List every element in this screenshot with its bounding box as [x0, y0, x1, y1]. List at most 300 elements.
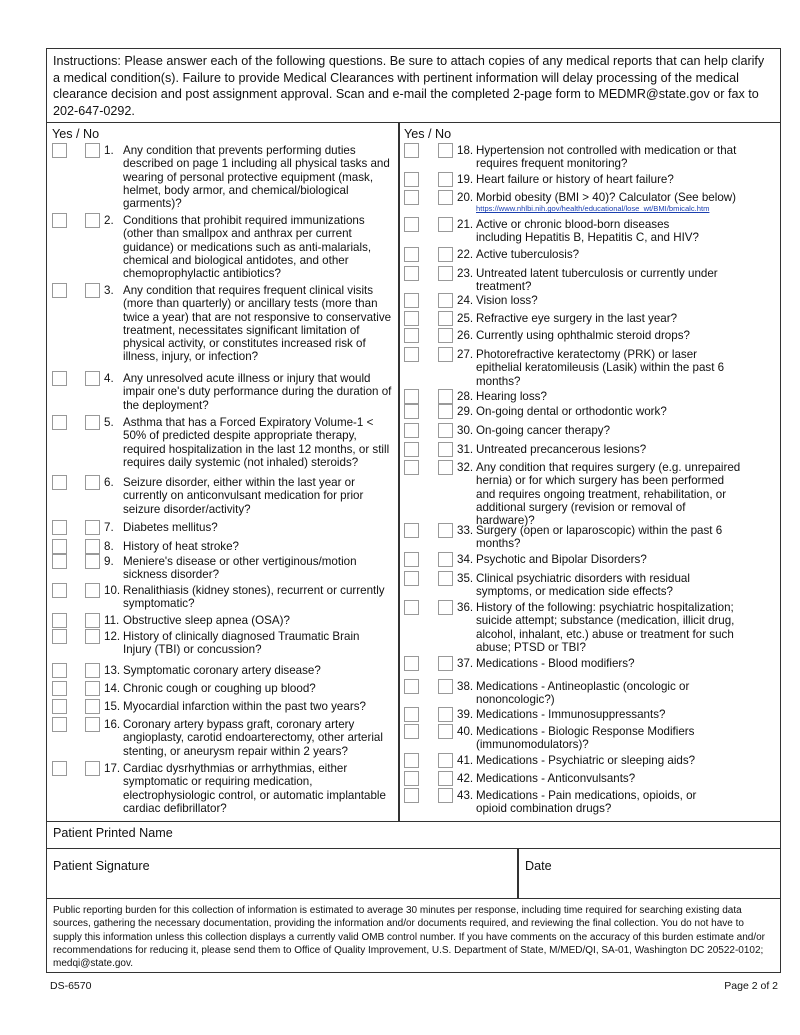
question-text [476, 218, 699, 245]
question-text-line: On-going dental or orthodontic work? [476, 405, 667, 418]
question-text [476, 424, 610, 437]
question-item [457, 218, 699, 245]
yes-checkbox-q30[interactable] [404, 423, 419, 438]
question-text-line: symptoms, or medication side effects? [476, 585, 673, 599]
question-text-line: Clinical psychiatric disorders with residual [476, 572, 690, 585]
question-item [457, 248, 579, 261]
question-text-line: Photorefractive keratectomy (PRK) or laser [476, 348, 698, 361]
question-item [104, 416, 389, 469]
yes-checkbox-q36[interactable] [404, 600, 419, 615]
question-text [123, 144, 390, 210]
question-text-line: angioplasty, carotid endoarterectomy, other arterial [123, 731, 383, 745]
no-checkbox-q38[interactable] [438, 679, 453, 694]
question-text-line: Obstructive sleep apnea (OSA)? [123, 614, 290, 627]
no-checkbox-q22[interactable] [438, 247, 453, 262]
signature-date-divider [517, 849, 519, 898]
yes-checkbox-q17[interactable] [52, 761, 67, 776]
question-item [104, 614, 290, 627]
question-text-line: Surgery (open or laparoscopic) within the past 6 [476, 524, 723, 537]
no-checkbox-q12[interactable] [85, 629, 100, 644]
burden-statement-box [46, 898, 781, 973]
question-text [476, 329, 690, 342]
question-text [476, 708, 665, 721]
question-number: 30. [457, 424, 474, 437]
question-item [457, 572, 690, 599]
yes-checkbox-q21[interactable] [404, 217, 419, 232]
yes-checkbox-q22[interactable] [404, 247, 419, 262]
question-number: 22. [457, 248, 474, 261]
no-checkbox-q15[interactable] [85, 699, 100, 714]
question-item [457, 348, 724, 388]
question-number: 33. [457, 524, 474, 537]
question-text [476, 390, 547, 403]
no-checkbox-q13[interactable] [85, 663, 100, 678]
yes-checkbox-q33[interactable] [404, 523, 419, 538]
question-text [476, 572, 690, 599]
no-checkbox-q41[interactable] [438, 753, 453, 768]
question-text-line: Asthma that has a Forced Expiratory Volume-1 < [123, 416, 374, 429]
question-text-line: Psychotic and Bipolar Disorders? [476, 553, 647, 566]
yes-checkbox-q15[interactable] [52, 699, 67, 714]
question-text [476, 789, 696, 816]
question-number: 41. [457, 754, 474, 767]
question-text-line: Myocardial infarction within the past two years? [123, 700, 366, 713]
instructions-box [46, 48, 781, 123]
no-checkbox-q1[interactable] [85, 143, 100, 158]
yes-checkbox-q38[interactable] [404, 679, 419, 694]
question-text-line: Currently using ophthalmic steroid drops? [476, 329, 690, 342]
question-number: 8. [104, 540, 114, 553]
no-checkbox-q20[interactable] [438, 190, 453, 205]
yes-no-header-left: Yes / No [52, 127, 100, 141]
question-number: 19. [457, 173, 474, 186]
question-text-line: (immunomodulators)? [476, 738, 589, 752]
question-text-line: 50% of predicted despite appropriate therapy, [123, 429, 357, 443]
question-item [104, 284, 391, 364]
question-text-line: Chronic cough or coughing up blood? [123, 682, 316, 695]
question-text-line: the deployment? [123, 398, 209, 412]
question-text [123, 630, 359, 657]
question-number: 20. [457, 191, 474, 204]
question-text-line: Medications - Blood modifiers? [476, 657, 635, 670]
no-checkbox-q42[interactable] [438, 771, 453, 786]
question-text-line: symptomatic or requiring medication, [123, 775, 313, 789]
instructions-text: Instructions: Please answer each of the following questions. Be sure to attach copies of any medical reports that can help clarify a medical condition(s). Failure to provide Medical Clearances with pertinent information will delay processing of the medical clearance decision and post assignment approval. Scan and e-mail the completed 2-page form to MEDMR@state.gov or fax to 202-647-0292. [53, 54, 765, 118]
question-number: 16. [104, 718, 121, 731]
question-text-line: treatment, necessitates significant limitation of [123, 323, 360, 337]
question-item [457, 390, 547, 403]
question-text [476, 657, 635, 670]
yes-checkbox-q19[interactable] [404, 172, 419, 187]
no-checkbox-q8[interactable] [85, 539, 100, 554]
question-item [457, 191, 736, 214]
question-number: 43. [457, 789, 474, 802]
question-text-line: Untreated precancerous lesions? [476, 443, 647, 456]
no-checkbox-q34[interactable] [438, 552, 453, 567]
no-checkbox-q31[interactable] [438, 442, 453, 457]
question-text-line: months? [476, 537, 521, 551]
yes-checkbox-q43[interactable] [404, 788, 419, 803]
yes-checkbox-q3[interactable] [52, 283, 67, 298]
question-text-line: described on page 1 including all physical tasks and [123, 157, 390, 171]
question-text [476, 144, 736, 171]
no-checkbox-q6[interactable] [85, 475, 100, 490]
date-label: Date [525, 859, 552, 873]
question-text [123, 521, 218, 534]
question-item [457, 329, 690, 342]
bmi-calculator-link[interactable]: https://www.nhlbi.nih.gov/health/educational/lose_wt/BMI/bmicalc.htm [476, 204, 710, 214]
question-text [476, 294, 538, 307]
question-text [123, 700, 366, 713]
question-number: 9. [104, 555, 114, 568]
question-item [104, 664, 321, 677]
question-text-line: Meniere's disease or other vertiginous/motion [123, 555, 357, 568]
question-number: 7. [104, 521, 114, 534]
no-checkbox-q28[interactable] [438, 389, 453, 404]
yes-checkbox-q20[interactable] [404, 190, 419, 205]
yes-checkbox-q9[interactable] [52, 554, 67, 569]
question-text [476, 348, 724, 388]
question-text-line: Hypertension not controlled with medication or that [476, 144, 737, 157]
question-item [104, 521, 218, 534]
question-number: 10. [104, 584, 121, 597]
yes-checkbox-q41[interactable] [404, 753, 419, 768]
question-item [457, 294, 538, 307]
burden-statement: Public reporting burden for this collection of information is estimated to average 30 minutes per response, including time required for searching existing data sources, gathering the necessary documentation, providing the information and/or documents required, and reviewing the final collection. You do not have to supply this information unless this collection displays a currently valid OMB control number. If you have comments on the accuracy of this burden estimate and/or recommendations for reducing it, please send them to Office of Quality Improvement, U.S. Department of State, M/MED/QI, SA-01, Washington DC 20522-0102; medqi@state.gov. [53, 905, 766, 970]
question-text-line: Heart failure or history of heart failure? [476, 173, 674, 186]
question-number: 35. [457, 572, 474, 585]
no-checkbox-q9[interactable] [85, 554, 100, 569]
no-checkbox-q30[interactable] [438, 423, 453, 438]
question-text-line: impair one's duty performance during the duration of [123, 385, 392, 399]
question-text-line: Cardiac dysrhythmias or arrhythmias, either [123, 762, 348, 775]
question-text [476, 680, 689, 707]
question-item [104, 700, 366, 713]
question-item [457, 461, 740, 527]
question-text-line: Any condition that requires frequent clinical visits [123, 284, 374, 297]
question-text-line: epithelial keratomileusis (Lasik) within the past 6 [476, 361, 725, 375]
question-item [457, 754, 695, 767]
question-item [457, 680, 689, 707]
question-number: 28. [457, 390, 474, 403]
question-text [476, 191, 736, 214]
yes-checkbox-q11[interactable] [52, 613, 67, 628]
signature-row [46, 848, 781, 899]
question-text-line: garments)? [123, 197, 182, 211]
question-text [476, 405, 667, 418]
question-text [476, 312, 677, 325]
question-number: 1. [104, 144, 114, 157]
no-checkbox-q29[interactable] [438, 404, 453, 419]
no-checkbox-q4[interactable] [85, 371, 100, 386]
question-item [457, 524, 722, 551]
no-checkbox-q10[interactable] [85, 583, 100, 598]
question-text-line: cardiac defibrillator? [123, 801, 227, 815]
patient-printed-name-field[interactable] [46, 821, 781, 849]
yes-checkbox-q35[interactable] [404, 571, 419, 586]
question-text [476, 524, 722, 551]
yes-checkbox-q32[interactable] [404, 460, 419, 475]
question-item [457, 173, 674, 186]
yes-checkbox-q6[interactable] [52, 475, 67, 490]
yes-checkbox-q13[interactable] [52, 663, 67, 678]
yes-checkbox-q27[interactable] [404, 347, 419, 362]
question-text-line: hernia) or for which surgery has been performed [476, 474, 725, 488]
question-text-line: sickness disorder? [123, 568, 220, 582]
question-text-line: Medications - Immunosuppressants? [476, 708, 666, 721]
yes-checkbox-q7[interactable] [52, 520, 67, 535]
question-item [457, 601, 734, 654]
question-text [476, 248, 579, 261]
question-text-line: twice a year) that are not responsive to conservative [123, 310, 392, 324]
question-text-line: History of clinically diagnosed Traumatic Brain [123, 630, 360, 643]
question-item [104, 372, 391, 412]
question-text [123, 372, 391, 412]
question-text-line: seizure disorder/activity? [123, 502, 251, 516]
question-text [123, 762, 386, 815]
no-checkbox-q37[interactable] [438, 656, 453, 671]
question-number: 39. [457, 708, 474, 721]
question-item [457, 789, 696, 816]
question-item [457, 708, 665, 721]
question-text-line: Refractive eye surgery in the last year? [476, 312, 678, 325]
question-text-line: alcohol, inhalant, etc.) abuse or treatment for such [476, 627, 734, 641]
question-text [476, 601, 734, 654]
no-checkbox-q32[interactable] [438, 460, 453, 475]
question-item [104, 476, 363, 516]
yes-checkbox-q14[interactable] [52, 681, 67, 696]
question-text [123, 682, 316, 695]
question-text-line: illness, injury, or infection? [123, 350, 259, 364]
no-checkbox-q5[interactable] [85, 415, 100, 430]
yes-checkbox-q37[interactable] [404, 656, 419, 671]
question-text-line: Injury (TBI) or concussion? [123, 643, 262, 657]
no-checkbox-q35[interactable] [438, 571, 453, 586]
question-item [457, 772, 635, 785]
question-text-line: Coronary artery bypass graft, coronary artery [123, 718, 355, 731]
question-text-line: suicide attempt; substance (medication, illicit drug, [476, 614, 735, 628]
question-text [123, 584, 385, 611]
question-text-line: Diabetes mellitus? [123, 521, 218, 534]
question-text-line: additional surgery (revision or removal of [476, 500, 686, 514]
question-text-line: (other than smallpox and anthrax per current [123, 227, 352, 241]
question-number: 40. [457, 725, 474, 738]
no-checkbox-q26[interactable] [438, 328, 453, 343]
question-item [457, 144, 736, 171]
no-checkbox-q11[interactable] [85, 613, 100, 628]
no-checkbox-q23[interactable] [438, 266, 453, 281]
no-checkbox-q2[interactable] [85, 213, 100, 228]
question-number: 29. [457, 405, 474, 418]
yes-checkbox-q31[interactable] [404, 442, 419, 457]
question-text-line: Any condition that requires surgery (e.g. unrepaired [476, 461, 741, 474]
question-item [457, 553, 647, 566]
yes-checkbox-q39[interactable] [404, 707, 419, 722]
question-text-line: currently on anticonvulsant medication for prior [123, 489, 364, 503]
yes-checkbox-q25[interactable] [404, 311, 419, 326]
question-text-line: electrophysiologic control, or automatic implantable [123, 788, 386, 802]
question-item [457, 424, 610, 437]
question-text-line: (more than quarterly) or ancillary tests (more than [123, 297, 378, 311]
yes-checkbox-q5[interactable] [52, 415, 67, 430]
column-divider [398, 122, 400, 822]
question-text [123, 555, 357, 582]
question-text-line: wearing of personal protective equipment (mask, [123, 170, 374, 184]
question-text-line: History of the following: psychiatric hospitalization; [476, 601, 734, 614]
question-number: 38. [457, 680, 474, 693]
question-text-line: treatment? [476, 280, 532, 294]
question-text [476, 553, 647, 566]
question-text [123, 476, 363, 516]
question-item [457, 405, 667, 418]
question-text-line: abuse; PTSD or TBI? [476, 640, 586, 654]
question-text [476, 443, 646, 456]
yes-checkbox-q4[interactable] [52, 371, 67, 386]
question-number: 31. [457, 443, 474, 456]
question-item [104, 144, 390, 210]
question-number: 14. [104, 682, 121, 695]
question-item [104, 630, 359, 657]
question-text [123, 416, 389, 469]
question-item [104, 214, 371, 280]
question-number: 21. [457, 218, 474, 231]
question-number: 27. [457, 348, 474, 361]
question-item [104, 718, 383, 758]
question-number: 13. [104, 664, 121, 677]
question-text-line: symptomatic? [123, 597, 195, 611]
question-number: 32. [457, 461, 474, 474]
question-text-line: Untreated latent tuberculosis or currently under [476, 267, 718, 280]
question-number: 37. [457, 657, 474, 670]
yes-checkbox-q26[interactable] [404, 328, 419, 343]
no-checkbox-q19[interactable] [438, 172, 453, 187]
question-text-line: physical activity, or constitutes increased risk of [123, 337, 366, 351]
question-item [104, 762, 386, 815]
yes-checkbox-q23[interactable] [404, 266, 419, 281]
question-text-line: Medications - Biologic Response Modifiers [476, 725, 695, 738]
question-text-line: months? [476, 374, 521, 388]
no-checkbox-q16[interactable] [85, 717, 100, 732]
yes-checkbox-q10[interactable] [52, 583, 67, 598]
question-text [123, 664, 321, 677]
question-number: 15. [104, 700, 121, 713]
question-number: 5. [104, 416, 114, 429]
question-item [457, 725, 694, 752]
no-checkbox-q39[interactable] [438, 707, 453, 722]
question-text-line: Seizure disorder, either within the last year or [123, 476, 355, 489]
question-text-line: helmet, body armor, and chemical/biological [123, 183, 349, 197]
question-item [457, 267, 718, 294]
question-text-line: required hospitalization in the last 12 months, or still [123, 442, 390, 456]
question-number: 34. [457, 553, 474, 566]
question-text [123, 718, 383, 758]
no-checkbox-q33[interactable] [438, 523, 453, 538]
question-item [457, 312, 677, 325]
question-text-line: Conditions that prohibit required immunizations [123, 214, 365, 227]
question-text [123, 284, 391, 364]
question-number: 3. [104, 284, 114, 297]
yes-checkbox-q29[interactable] [404, 404, 419, 419]
question-number: 17. [104, 762, 121, 775]
question-text [476, 725, 694, 752]
question-text-line: chemical and biological antidotes, and other [123, 253, 349, 267]
question-text-line: hardware)? [476, 514, 535, 528]
yes-checkbox-q28[interactable] [404, 389, 419, 404]
question-number: 26. [457, 329, 474, 342]
question-text [476, 772, 635, 785]
patient-signature-label: Patient Signature [53, 859, 150, 873]
question-text-line: Active tuberculosis? [476, 248, 580, 261]
question-text-line: Any condition that prevents performing duties [123, 144, 356, 157]
yes-checkbox-q16[interactable] [52, 717, 67, 732]
question-number: 11. [104, 614, 120, 627]
no-checkbox-q3[interactable] [85, 283, 100, 298]
yes-checkbox-q18[interactable] [404, 143, 419, 158]
question-text-line: chemoprophylactic antibiotics? [123, 267, 281, 281]
question-text-line: Any unresolved acute illness or injury that would [123, 372, 371, 385]
yes-checkbox-q8[interactable] [52, 539, 67, 554]
page-number: Page 2 of 2 [724, 980, 778, 992]
question-number: 18. [457, 144, 474, 157]
question-item [104, 555, 357, 582]
question-text-line: Medications - Anticonvulsants? [476, 772, 636, 785]
question-text-line: Vision loss? [476, 294, 538, 307]
form-number: DS-6570 [50, 980, 92, 992]
no-checkbox-q18[interactable] [438, 143, 453, 158]
question-text-line: Medications - Pain medications, opioids, or [476, 789, 697, 802]
question-text [123, 614, 290, 627]
no-checkbox-q17[interactable] [85, 761, 100, 776]
question-number: 12. [104, 630, 121, 643]
question-text-line: opioid combination drugs? [476, 802, 612, 816]
yes-checkbox-q2[interactable] [52, 213, 67, 228]
question-number: 25. [457, 312, 474, 325]
no-checkbox-q21[interactable] [438, 217, 453, 232]
yes-checkbox-q42[interactable] [404, 771, 419, 786]
yes-checkbox-q40[interactable] [404, 724, 419, 739]
question-item [104, 540, 239, 553]
question-number: 6. [104, 476, 114, 489]
yes-checkbox-q34[interactable] [404, 552, 419, 567]
question-item [104, 682, 316, 695]
no-checkbox-q14[interactable] [85, 681, 100, 696]
no-checkbox-q40[interactable] [438, 724, 453, 739]
no-checkbox-q25[interactable] [438, 311, 453, 326]
question-text-line: History of heat stroke? [123, 540, 239, 553]
no-checkbox-q24[interactable] [438, 293, 453, 308]
question-text-line: nononcologic?) [476, 693, 555, 707]
no-checkbox-q36[interactable] [438, 600, 453, 615]
question-text-line: Active or chronic blood-born diseases [476, 218, 670, 231]
no-checkbox-q27[interactable] [438, 347, 453, 362]
question-text [476, 461, 740, 527]
question-text [123, 540, 239, 553]
question-number: 36. [457, 601, 474, 614]
yes-checkbox-q24[interactable] [404, 293, 419, 308]
no-checkbox-q43[interactable] [438, 788, 453, 803]
question-number: 2. [104, 214, 114, 227]
yes-checkbox-q1[interactable] [52, 143, 67, 158]
question-text-line: and requires ongoing treatment, rehabilitation, or [476, 487, 727, 501]
yes-checkbox-q12[interactable] [52, 629, 67, 644]
question-number: 42. [457, 772, 474, 785]
question-text-line: On-going cancer therapy? [476, 424, 611, 437]
patient-printed-name-label: Patient Printed Name [53, 826, 173, 840]
question-text [476, 173, 674, 186]
question-text-line: Medications - Antineoplastic (oncologic or [476, 680, 690, 693]
no-checkbox-q7[interactable] [85, 520, 100, 535]
question-text [476, 754, 695, 767]
